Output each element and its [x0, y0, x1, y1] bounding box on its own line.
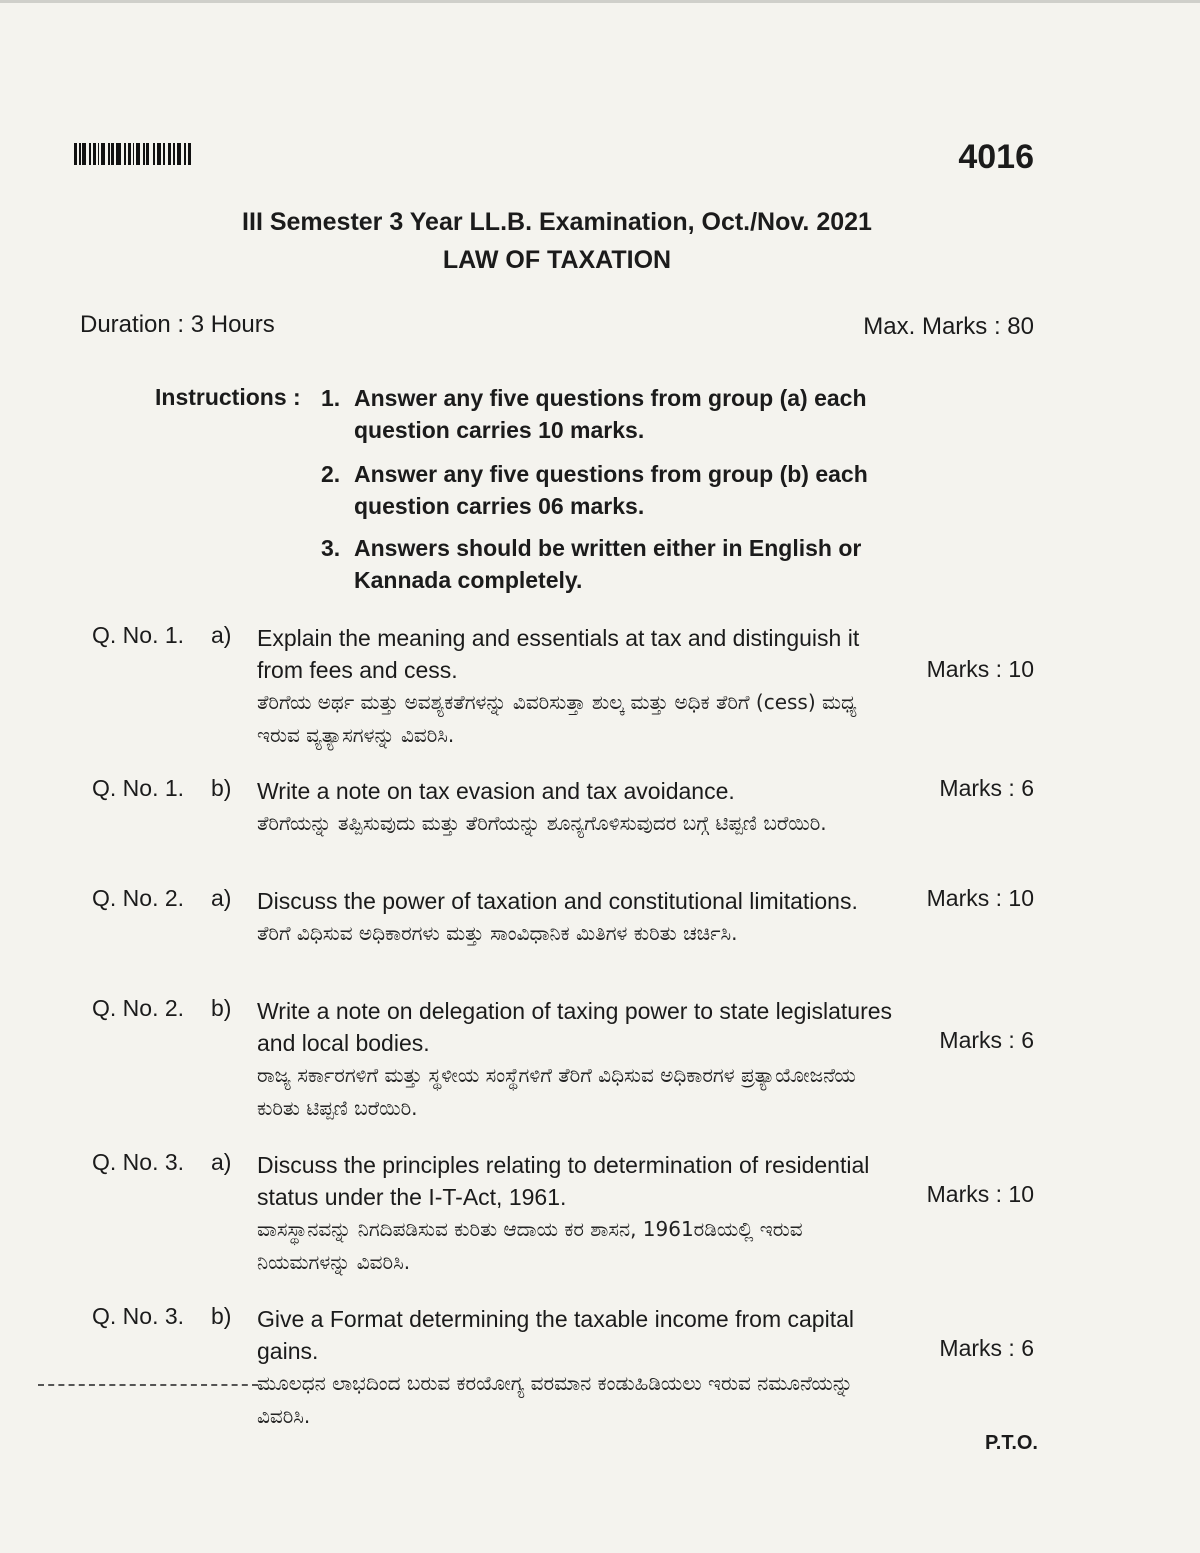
question-text: Explain the meaning and essentials at tax and distinguish it from fees and cess.	[257, 625, 860, 683]
instruction-text: Answer any five questions from group (a) each question carries 10 marks.	[354, 385, 867, 443]
instruction-item	[321, 382, 901, 446]
question-text-block	[257, 622, 897, 752]
duration: Duration : 3 Hours	[80, 311, 275, 338]
subject-title: LAW OF TAXATION	[442, 246, 672, 274]
instruction-number: 3.	[321, 535, 341, 561]
question-text-block	[257, 775, 897, 840]
scan-artifact-line	[38, 1384, 258, 1386]
question-text: Write a note on tax evasion and tax avoidance.	[257, 778, 735, 804]
question-part: a)	[211, 885, 232, 911]
question-part: a)	[211, 622, 232, 648]
paper-code: 4016	[958, 138, 1034, 176]
question-text-kannada: ತೆರಿಗೆ ವಿಧಿಸುವ ಅಧಿಕಾರಗಳು ಮತ್ತು ಸಾಂವಿಧಾನಿಕ ಮಿತಿಗಳ ಕುರಿತು ಚರ್ಚಿಸಿ.	[257, 921, 738, 945]
question-marks: Marks : 10	[926, 1181, 1034, 1207]
question-marks: Marks : 10	[926, 885, 1034, 911]
question-marks: Marks : 10	[926, 656, 1034, 682]
question-marks: Marks : 6	[939, 1335, 1034, 1361]
question-part: b)	[211, 1303, 232, 1329]
question-number: Q. No. 1.	[92, 775, 185, 801]
question-text: Discuss the principles relating to determination of residential status under the I-T-Act, 1961.	[257, 1152, 870, 1210]
exam-title: III Semester 3 Year LL.B. Examination, Oct./Nov. 2021	[242, 208, 872, 236]
question-text-block	[257, 995, 897, 1125]
question-text: Write a note on delegation of taxing power to state legislatures and local bodies.	[257, 998, 893, 1056]
question-marks: Marks : 6	[939, 775, 1034, 801]
question-text-kannada: ರಾಜ್ಯ ಸರ್ಕಾರಗಳಿಗೆ ಮತ್ತು ಸ್ಥಳೀಯ ಸಂಸ್ಥೆಗಳಿಗೆ ತೆರಿಗೆ ವಿಧಿಸುವ ಅಧಿಕಾರಗಳ ಪ್ರತ್ಯಾಯೋಜನೆಯ ಕುರಿತು ಟಿಪ್ಪಣಿ ಬರೆಯಿರಿ.	[257, 1063, 856, 1120]
instructions-label: Instructions :	[155, 384, 301, 410]
question-text-block	[257, 885, 907, 950]
question-text: Discuss the power of taxation and constitutional limitations.	[257, 888, 858, 914]
question-part: b)	[211, 775, 232, 801]
question-part: b)	[211, 995, 232, 1021]
question-text-kannada: ತೆರಿಗೆಯ ಅರ್ಥ ಮತ್ತು ಅವಶ್ಯಕತೆಗಳನ್ನು ವಿವರಿಸುತ್ತಾ ಶುಲ್ಕ ಮತ್ತು ಅಧಿಕ ತೆರಿಗೆ (cess) ಮಧ್ಯ ಇರುವ ವ್ಯತ್ಯಾಸಗಳನ್ನು ವಿವರಿಸಿ.	[257, 690, 857, 747]
scan-edge-line	[0, 0, 1200, 3]
question-text-block	[257, 1149, 897, 1279]
barcode-icon	[74, 143, 212, 165]
question-text: Give a Format determining the taxable income from capital gains.	[257, 1306, 854, 1364]
max-marks: Max. Marks : 80	[863, 313, 1034, 340]
instruction-item	[321, 458, 901, 522]
instruction-number: 2.	[321, 461, 341, 487]
question-text-kannada: ತೆರಿಗೆಯನ್ನು ತಪ್ಪಿಸುವುದು ಮತ್ತು ತೆರಿಗೆಯನ್ನು ಶೂನ್ಯಗೊಳಿಸುವುದರ ಬಗ್ಗೆ ಟಿಪ್ಪಣಿ ಬರೆಯಿರಿ.	[257, 811, 827, 835]
instruction-text: Answers should be written either in English or Kannada completely.	[354, 535, 862, 593]
question-number: Q. No. 1.	[92, 622, 185, 648]
instruction-text: Answer any five questions from group (b) each question carries 06 marks.	[354, 461, 868, 519]
question-part: a)	[211, 1149, 232, 1175]
instruction-number: 1.	[321, 385, 341, 411]
pto-label: P.T.O.	[985, 1432, 1038, 1454]
question-text-kannada: ಮೂಲಧನ ಲಾಭದಿಂದ ಬರುವ ಕರಯೋಗ್ಯ ವರಮಾನ ಕಂಡುಹಿಡಿಯಲು ಇರುವ ನಮೂನೆಯನ್ನು ವಿವರಿಸಿ.	[257, 1371, 853, 1428]
question-number: Q. No. 2.	[92, 995, 185, 1021]
question-number: Q. No. 3.	[92, 1149, 185, 1175]
question-text-kannada: ವಾಸಸ್ಥಾನವನ್ನು ನಿಗದಿಪಡಿಸುವ ಕುರಿತು ಆದಾಯ ಕರ ಶಾಸನ, 1961ರಡಿಯಲ್ಲಿ ಇರುವ ನಿಯಮಗಳನ್ನು ವಿವರಿಸಿ.	[257, 1217, 803, 1274]
instruction-item	[321, 532, 901, 596]
question-number: Q. No. 2.	[92, 885, 185, 911]
question-text-block	[257, 1303, 897, 1433]
question-marks: Marks : 6	[939, 1027, 1034, 1053]
question-number: Q. No. 3.	[92, 1303, 185, 1329]
